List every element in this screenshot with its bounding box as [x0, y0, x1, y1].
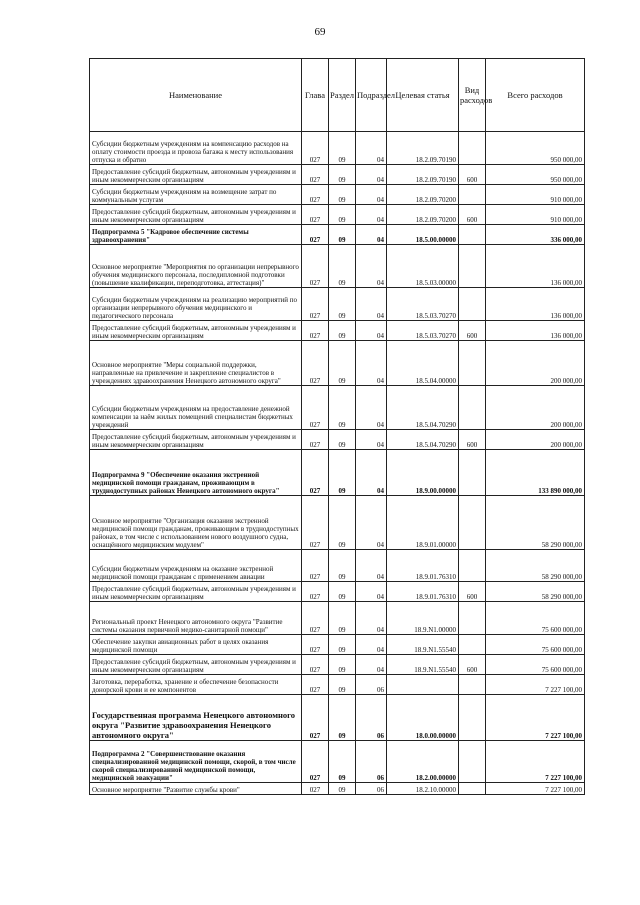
cell-chapter: 027 [302, 288, 329, 321]
cell-subsection: 04 [356, 386, 387, 430]
table-row [90, 675, 585, 695]
table-row [90, 695, 585, 741]
table-row [90, 430, 585, 450]
cell-name: Предоставление субсидий бюджетным, автономным учреждениям и иным некоммерческим организациям [90, 321, 302, 341]
cell-chapter: 027 [302, 550, 329, 582]
cell-name: Обеспечение закупки авиационных работ в целях оказания медицинской помощи [90, 635, 302, 655]
cell-expense-type [459, 288, 486, 321]
table-row [90, 386, 585, 430]
cell-name: Субсидии бюджетным учреждениям на предоставление денежной компенсации за наём жилых помещений специалистам бюджетных учреждений [90, 386, 302, 430]
table-row [90, 496, 585, 550]
cell-section: 09 [329, 205, 356, 225]
table-row [90, 132, 585, 165]
cell-name: Субсидии бюджетным учреждениям на компенсацию расходов на оплату стоимости проезда и провоза багажа к месту использования отпуска и обратно [90, 132, 302, 165]
cell-chapter: 027 [302, 783, 329, 795]
table-row [90, 655, 585, 675]
table-row [90, 185, 585, 205]
table-row [90, 165, 585, 185]
header-name: Наименование [90, 59, 302, 132]
cell-expense-type [459, 675, 486, 695]
table-row [90, 635, 585, 655]
cell-subsection: 04 [356, 288, 387, 321]
cell-total: 200 000,00 [486, 430, 585, 450]
cell-subsection: 04 [356, 185, 387, 205]
cell-subsection: 04 [356, 550, 387, 582]
cell-target: 18.2.00.00000 [387, 741, 459, 783]
cell-chapter: 027 [302, 741, 329, 783]
cell-section: 09 [329, 496, 356, 550]
cell-target: 18.5.00.00000 [387, 225, 459, 245]
cell-chapter: 027 [302, 655, 329, 675]
cell-name: Предоставление субсидий бюджетным, автономным учреждениям и иным некоммерческим организациям [90, 430, 302, 450]
cell-expense-type [459, 225, 486, 245]
cell-name: Подпрограмма 2 "Совершенствование оказания специализированной медицинской помощи, скорой, в том числе скорой специализированной медицинской помощи, медицинской эвакуации" [90, 741, 302, 783]
cell-chapter: 027 [302, 245, 329, 288]
cell-total: 950 000,00 [486, 132, 585, 165]
cell-section: 09 [329, 165, 356, 185]
cell-name: Подпрограмма 9 "Обеспечение оказания экстренной медицинской помощи гражданам, проживающим в труднодоступных районах Ненецкого автономного округа" [90, 450, 302, 496]
cell-subsection: 04 [356, 430, 387, 450]
cell-name: Предоставление субсидий бюджетным, автономным учреждениям и иным некоммерческим организациям [90, 582, 302, 602]
cell-name: Основное мероприятие "Мероприятия по организации непрерывного обучения медицинского персонала, последипломной подготовки (повышение квалификации, переподготовка, аттестация)" [90, 245, 302, 288]
cell-total: 950 000,00 [486, 165, 585, 185]
cell-total: 58 290 000,00 [486, 582, 585, 602]
cell-subsection: 06 [356, 675, 387, 695]
cell-target: 18.5.04.70290 [387, 430, 459, 450]
cell-target: 18.2.09.70200 [387, 205, 459, 225]
cell-section: 09 [329, 341, 356, 386]
cell-expense-type [459, 245, 486, 288]
cell-total: 910 000,00 [486, 185, 585, 205]
header-section: Раздел [329, 59, 356, 132]
page-number: 69 [314, 26, 326, 38]
cell-chapter: 027 [302, 430, 329, 450]
table-row [90, 450, 585, 496]
header-total: Всего расходов [486, 59, 585, 132]
cell-target [387, 675, 459, 695]
cell-section: 09 [329, 185, 356, 205]
cell-total: 136 000,00 [486, 321, 585, 341]
cell-target: 18.5.03.70270 [387, 321, 459, 341]
cell-chapter: 027 [302, 205, 329, 225]
cell-target: 18.0.00.00000 [387, 695, 459, 741]
cell-name: Основное мероприятие "Организация оказания экстренной медицинской помощи гражданам, проживающим в труднодоступных районах, в том числе с использованием нового воздушного судна, оснащённого медицинским модулем" [90, 496, 302, 550]
cell-section: 09 [329, 550, 356, 582]
cell-target: 18.5.04.70290 [387, 386, 459, 430]
cell-section: 09 [329, 783, 356, 795]
cell-name: Субсидии бюджетным учреждениям на реализацию мероприятий по организации непрерывного обучения медицинского и педагогического персонала [90, 288, 302, 321]
cell-section: 09 [329, 450, 356, 496]
cell-chapter: 027 [302, 225, 329, 245]
cell-section: 09 [329, 602, 356, 635]
cell-expense-type: 600 [459, 430, 486, 450]
cell-expense-type [459, 450, 486, 496]
cell-chapter: 027 [302, 165, 329, 185]
cell-subsection: 04 [356, 582, 387, 602]
cell-expense-type [459, 185, 486, 205]
cell-target: 18.2.09.70200 [387, 185, 459, 205]
cell-target: 18.2.10.00000 [387, 783, 459, 795]
cell-section: 09 [329, 635, 356, 655]
cell-target: 18.5.03.70270 [387, 288, 459, 321]
table-row [90, 341, 585, 386]
cell-section: 09 [329, 741, 356, 783]
cell-section: 09 [329, 321, 356, 341]
cell-subsection: 04 [356, 165, 387, 185]
cell-subsection: 06 [356, 695, 387, 741]
cell-name: Заготовка, переработка, хранение и обеспечение безопасности донорской крови и ее компонентов [90, 675, 302, 695]
table-row [90, 245, 585, 288]
cell-total: 58 290 000,00 [486, 550, 585, 582]
cell-name: Субсидии бюджетным учреждениям на возмещение затрат по коммунальным услугам [90, 185, 302, 205]
table-row [90, 783, 585, 795]
cell-target: 18.9.00.00000 [387, 450, 459, 496]
cell-target: 18.5.04.00000 [387, 341, 459, 386]
cell-section: 09 [329, 675, 356, 695]
cell-total: 58 290 000,00 [486, 496, 585, 550]
cell-expense-type: 600 [459, 582, 486, 602]
cell-expense-type: 600 [459, 321, 486, 341]
table-row [90, 582, 585, 602]
cell-subsection: 04 [356, 341, 387, 386]
cell-total: 75 600 000,00 [486, 602, 585, 635]
header-subsection: Подраздел [356, 59, 387, 132]
cell-subsection: 04 [356, 225, 387, 245]
cell-chapter: 027 [302, 635, 329, 655]
cell-chapter: 027 [302, 321, 329, 341]
cell-section: 09 [329, 430, 356, 450]
table-row [90, 288, 585, 321]
cell-target: 18.9.N1.55540 [387, 655, 459, 675]
cell-total: 7 227 100,00 [486, 783, 585, 795]
cell-total: 136 000,00 [486, 245, 585, 288]
cell-section: 09 [329, 225, 356, 245]
header-target: Целевая статья [387, 59, 459, 132]
cell-name: Государственная программа Ненецкого автономного округа "Развитие здравоохранения Ненецкого автономного округа" [90, 695, 302, 741]
cell-subsection: 04 [356, 450, 387, 496]
cell-total: 910 000,00 [486, 205, 585, 225]
cell-target: 18.2.09.70190 [387, 165, 459, 185]
cell-total: 200 000,00 [486, 341, 585, 386]
cell-total: 136 000,00 [486, 288, 585, 321]
table-row [90, 741, 585, 783]
table-row [90, 205, 585, 225]
cell-chapter: 027 [302, 695, 329, 741]
table-row [90, 321, 585, 341]
cell-subsection: 04 [356, 245, 387, 288]
cell-target: 18.5.03.00000 [387, 245, 459, 288]
cell-name: Предоставление субсидий бюджетным, автономным учреждениям и иным некоммерческим организациям [90, 165, 302, 185]
cell-target: 18.9.N1.00000 [387, 602, 459, 635]
header-chapter: Глава [302, 59, 329, 132]
cell-section: 09 [329, 288, 356, 321]
cell-name: Субсидии бюджетным учреждениям на оказание экстренной медицинской помощи гражданам с применением авиации [90, 550, 302, 582]
cell-target: 18.9.N1.55540 [387, 635, 459, 655]
cell-section: 09 [329, 582, 356, 602]
table-row [90, 550, 585, 582]
cell-subsection: 04 [356, 602, 387, 635]
cell-expense-type: 600 [459, 655, 486, 675]
cell-total: 7 227 100,00 [486, 741, 585, 783]
cell-name: Предоставление субсидий бюджетным, автономным учреждениям и иным некоммерческим организациям [90, 655, 302, 675]
cell-expense-type: 600 [459, 205, 486, 225]
cell-expense-type [459, 602, 486, 635]
cell-section: 09 [329, 245, 356, 288]
cell-subsection: 04 [356, 205, 387, 225]
cell-chapter: 027 [302, 341, 329, 386]
cell-section: 09 [329, 386, 356, 430]
cell-chapter: 027 [302, 496, 329, 550]
cell-total: 133 890 000,00 [486, 450, 585, 496]
cell-subsection: 04 [356, 655, 387, 675]
cell-subsection: 04 [356, 635, 387, 655]
cell-total: 7 227 100,00 [486, 675, 585, 695]
cell-name: Основное мероприятие "Меры социальной поддержки, направленные на привлечение и закрепление специалистов в учреждениях здравоохранения Ненецкого автономного округа" [90, 341, 302, 386]
cell-expense-type [459, 695, 486, 741]
table-row [90, 225, 585, 245]
cell-name: Предоставление субсидий бюджетным, автономным учреждениям и иным некоммерческим организациям [90, 205, 302, 225]
cell-chapter: 027 [302, 185, 329, 205]
cell-target: 18.2.09.70190 [387, 132, 459, 165]
cell-expense-type [459, 341, 486, 386]
cell-chapter: 027 [302, 450, 329, 496]
cell-section: 09 [329, 655, 356, 675]
cell-section: 09 [329, 132, 356, 165]
cell-total: 336 000,00 [486, 225, 585, 245]
cell-total: 75 600 000,00 [486, 635, 585, 655]
cell-subsection: 04 [356, 132, 387, 165]
cell-expense-type [459, 550, 486, 582]
cell-expense-type [459, 635, 486, 655]
cell-subsection: 04 [356, 321, 387, 341]
cell-target: 18.9.01.00000 [387, 496, 459, 550]
cell-expense-type [459, 783, 486, 795]
cell-total: 75 600 000,00 [486, 655, 585, 675]
cell-expense-type [459, 132, 486, 165]
cell-expense-type [459, 496, 486, 550]
cell-chapter: 027 [302, 132, 329, 165]
cell-expense-type [459, 386, 486, 430]
cell-name: Подпрограмма 5 "Кадровое обеспечение системы здравоохранения" [90, 225, 302, 245]
cell-name: Основное мероприятие "Развитие службы крови" [90, 783, 302, 795]
header-expense-type: Вид расходов [459, 59, 486, 132]
cell-total: 7 227 100,00 [486, 695, 585, 741]
cell-target: 18.9.01.76310 [387, 582, 459, 602]
cell-chapter: 027 [302, 602, 329, 635]
cell-subsection: 04 [356, 496, 387, 550]
cell-target: 18.9.01.76310 [387, 550, 459, 582]
cell-subsection: 06 [356, 741, 387, 783]
cell-chapter: 027 [302, 675, 329, 695]
table-header-row [90, 59, 585, 132]
cell-chapter: 027 [302, 386, 329, 430]
table-row [90, 602, 585, 635]
cell-subsection: 06 [356, 783, 387, 795]
cell-expense-type [459, 741, 486, 783]
cell-total: 200 000,00 [486, 386, 585, 430]
budget-table [89, 58, 585, 795]
cell-chapter: 027 [302, 582, 329, 602]
cell-section: 09 [329, 695, 356, 741]
cell-expense-type: 600 [459, 165, 486, 185]
cell-name: Региональный проект Ненецкого автономного округа "Развитие системы оказания первичной медико-санитарной помощи" [90, 602, 302, 635]
